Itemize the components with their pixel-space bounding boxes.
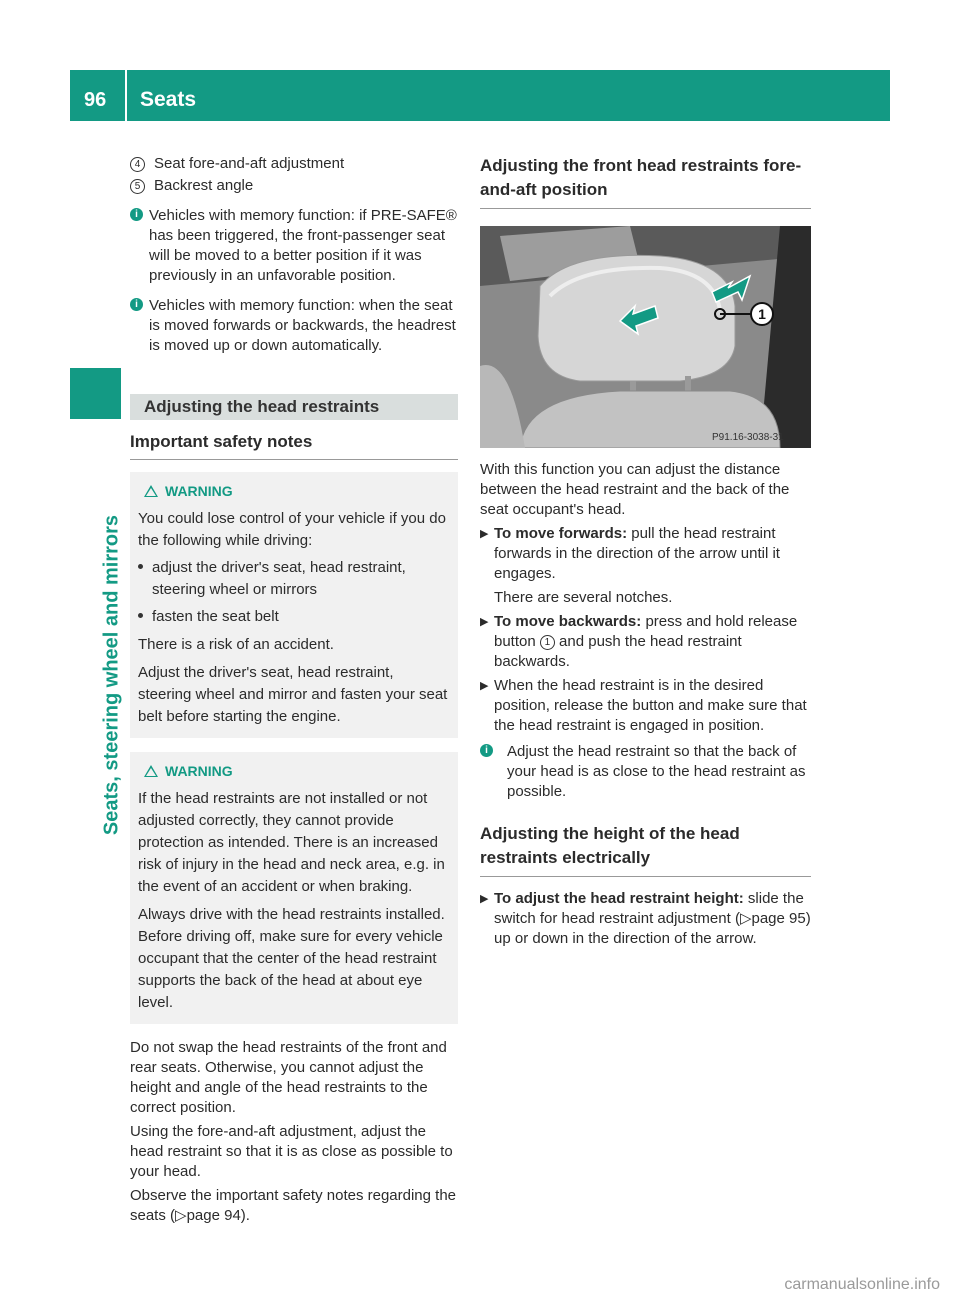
step-note: There are several notches. (494, 589, 673, 606)
left-column (130, 154, 458, 1226)
list-item (130, 154, 458, 174)
page-reference-link[interactable]: page 95 (751, 910, 806, 927)
section-heading: Adjusting the front head restraints fore-and-aft position (480, 154, 811, 209)
warning-box (130, 472, 458, 738)
subsection-heading: Important safety notes (130, 432, 458, 460)
info-note-text: Adjust the head restraint so that the back of your head is as close to the head restraint as possible. (507, 743, 806, 800)
info-note (480, 742, 811, 802)
instruction-step (480, 524, 811, 608)
watermark: carmanualsonline.info (784, 1276, 940, 1293)
step-arrow-icon: ▶ (480, 528, 489, 540)
step-label: To adjust the head restraint height: (494, 890, 744, 907)
warning-icon (144, 765, 158, 777)
image-code: P91.16-3038-31 (712, 432, 784, 443)
header-divider (125, 70, 127, 121)
bullet-item (138, 606, 450, 628)
instruction-step (480, 676, 811, 736)
section-tab-marker (70, 368, 121, 419)
warning-text: There is a risk of an accident. (138, 636, 334, 653)
step-label: To move forwards: (494, 525, 628, 542)
info-note (130, 206, 458, 286)
info-icon: i (130, 298, 143, 311)
warning-text: Always drive with the head restraints installed. Before driving off, make sure for every vehicle occupant that the center of the head restraint supports the back of the head at about eye level. (138, 906, 445, 1011)
image-callout: 1 (758, 306, 766, 322)
step-arrow-icon: ▶ (480, 680, 489, 692)
step-arrow-icon: ▶ (480, 893, 489, 905)
bullet-text: adjust the driver's seat, head restraint, steering wheel or mirrors (152, 559, 406, 598)
list-item-text: Seat fore-and-aft adjustment (154, 155, 345, 172)
instruction-step: ▶ To adjust the head restraint height: slide the switch for head restraint adjustment (▷page 95) up or down in the direction of the arrow. (480, 890, 811, 947)
step-text: pull the head restraint forwards in the direction of the arrow until it engages. (494, 525, 780, 582)
list-item-text: Backrest angle (154, 177, 254, 194)
head-restraint-illustration (480, 226, 811, 448)
body-paragraph: Do not swap the head restraints of the front and rear seats. Otherwise, you cannot adjust the height and angle of the head restraints to the correct position. (130, 1039, 447, 1116)
bullet-item (138, 557, 450, 601)
page-number: 96 (84, 89, 107, 111)
warning-label: WARNING (165, 483, 233, 499)
body-paragraph: Observe the important safety notes regarding the seats (▷page 94). (130, 1187, 457, 1224)
body-paragraph: Using the fore-and-aft adjustment, adjust the head restraint so that it is as close as possible to your head. (130, 1123, 453, 1180)
page-reference-link[interactable]: page 94 (186, 1207, 241, 1224)
step-arrow-icon: ▶ (480, 616, 489, 628)
callout-number: 5 (130, 179, 145, 194)
head-restraint-photo (480, 226, 811, 448)
warning-box (130, 752, 458, 1024)
right-column (480, 154, 811, 949)
info-icon: i (130, 208, 143, 221)
page-title: Seats (140, 88, 197, 111)
bullet-text: fasten the seat belt (152, 608, 279, 625)
warning-text: Adjust the driver's seat, head restraint, steering wheel and mirror and fasten your seat belt before starting the engine. (138, 664, 448, 725)
callout-number: 4 (130, 157, 145, 172)
info-icon: i (480, 744, 493, 757)
body-paragraph: With this function you can adjust the distance between the head restraint and the back of the seat occupant's head. (480, 461, 790, 518)
step-label: To move backwards: (494, 613, 642, 630)
info-note-text: Vehicles with memory function: if PRE-SAFE® has been triggered, the front-passenger seat will be moved to a better position if it was previously in an unfavorable position. (149, 207, 457, 284)
section-heading: Adjusting the head restraints (130, 394, 458, 420)
section-heading: Adjusting the height of the head restraints electrically (480, 822, 811, 877)
info-note (130, 296, 458, 356)
callout-number: 1 (540, 635, 555, 650)
warning-text: If the head restraints are not installed or not adjusted correctly, they cannot provide protection as intended. There is an increased risk of injury in the head and neck area, e.g. in the event of an accident or when braking. (138, 790, 445, 895)
warning-text: You could lose control of your vehicle if you do the following while driving: (138, 510, 446, 549)
warning-label: WARNING (165, 763, 233, 779)
step-text: When the head restraint is in the desired position, release the button and make sure that the head restraint is engaged in position. (494, 677, 807, 734)
section-side-label: Seats, steering wheel and mirrors (100, 514, 123, 836)
warning-icon (144, 485, 158, 497)
instruction-step: ▶ To move backwards: press and hold release button 1 and push the head restraint backwards. (480, 613, 798, 670)
info-note-text: Vehicles with memory function: when the seat is moved forwards or backwards, the headrest is moved up or down automatically. (149, 297, 456, 354)
list-item (130, 176, 458, 196)
